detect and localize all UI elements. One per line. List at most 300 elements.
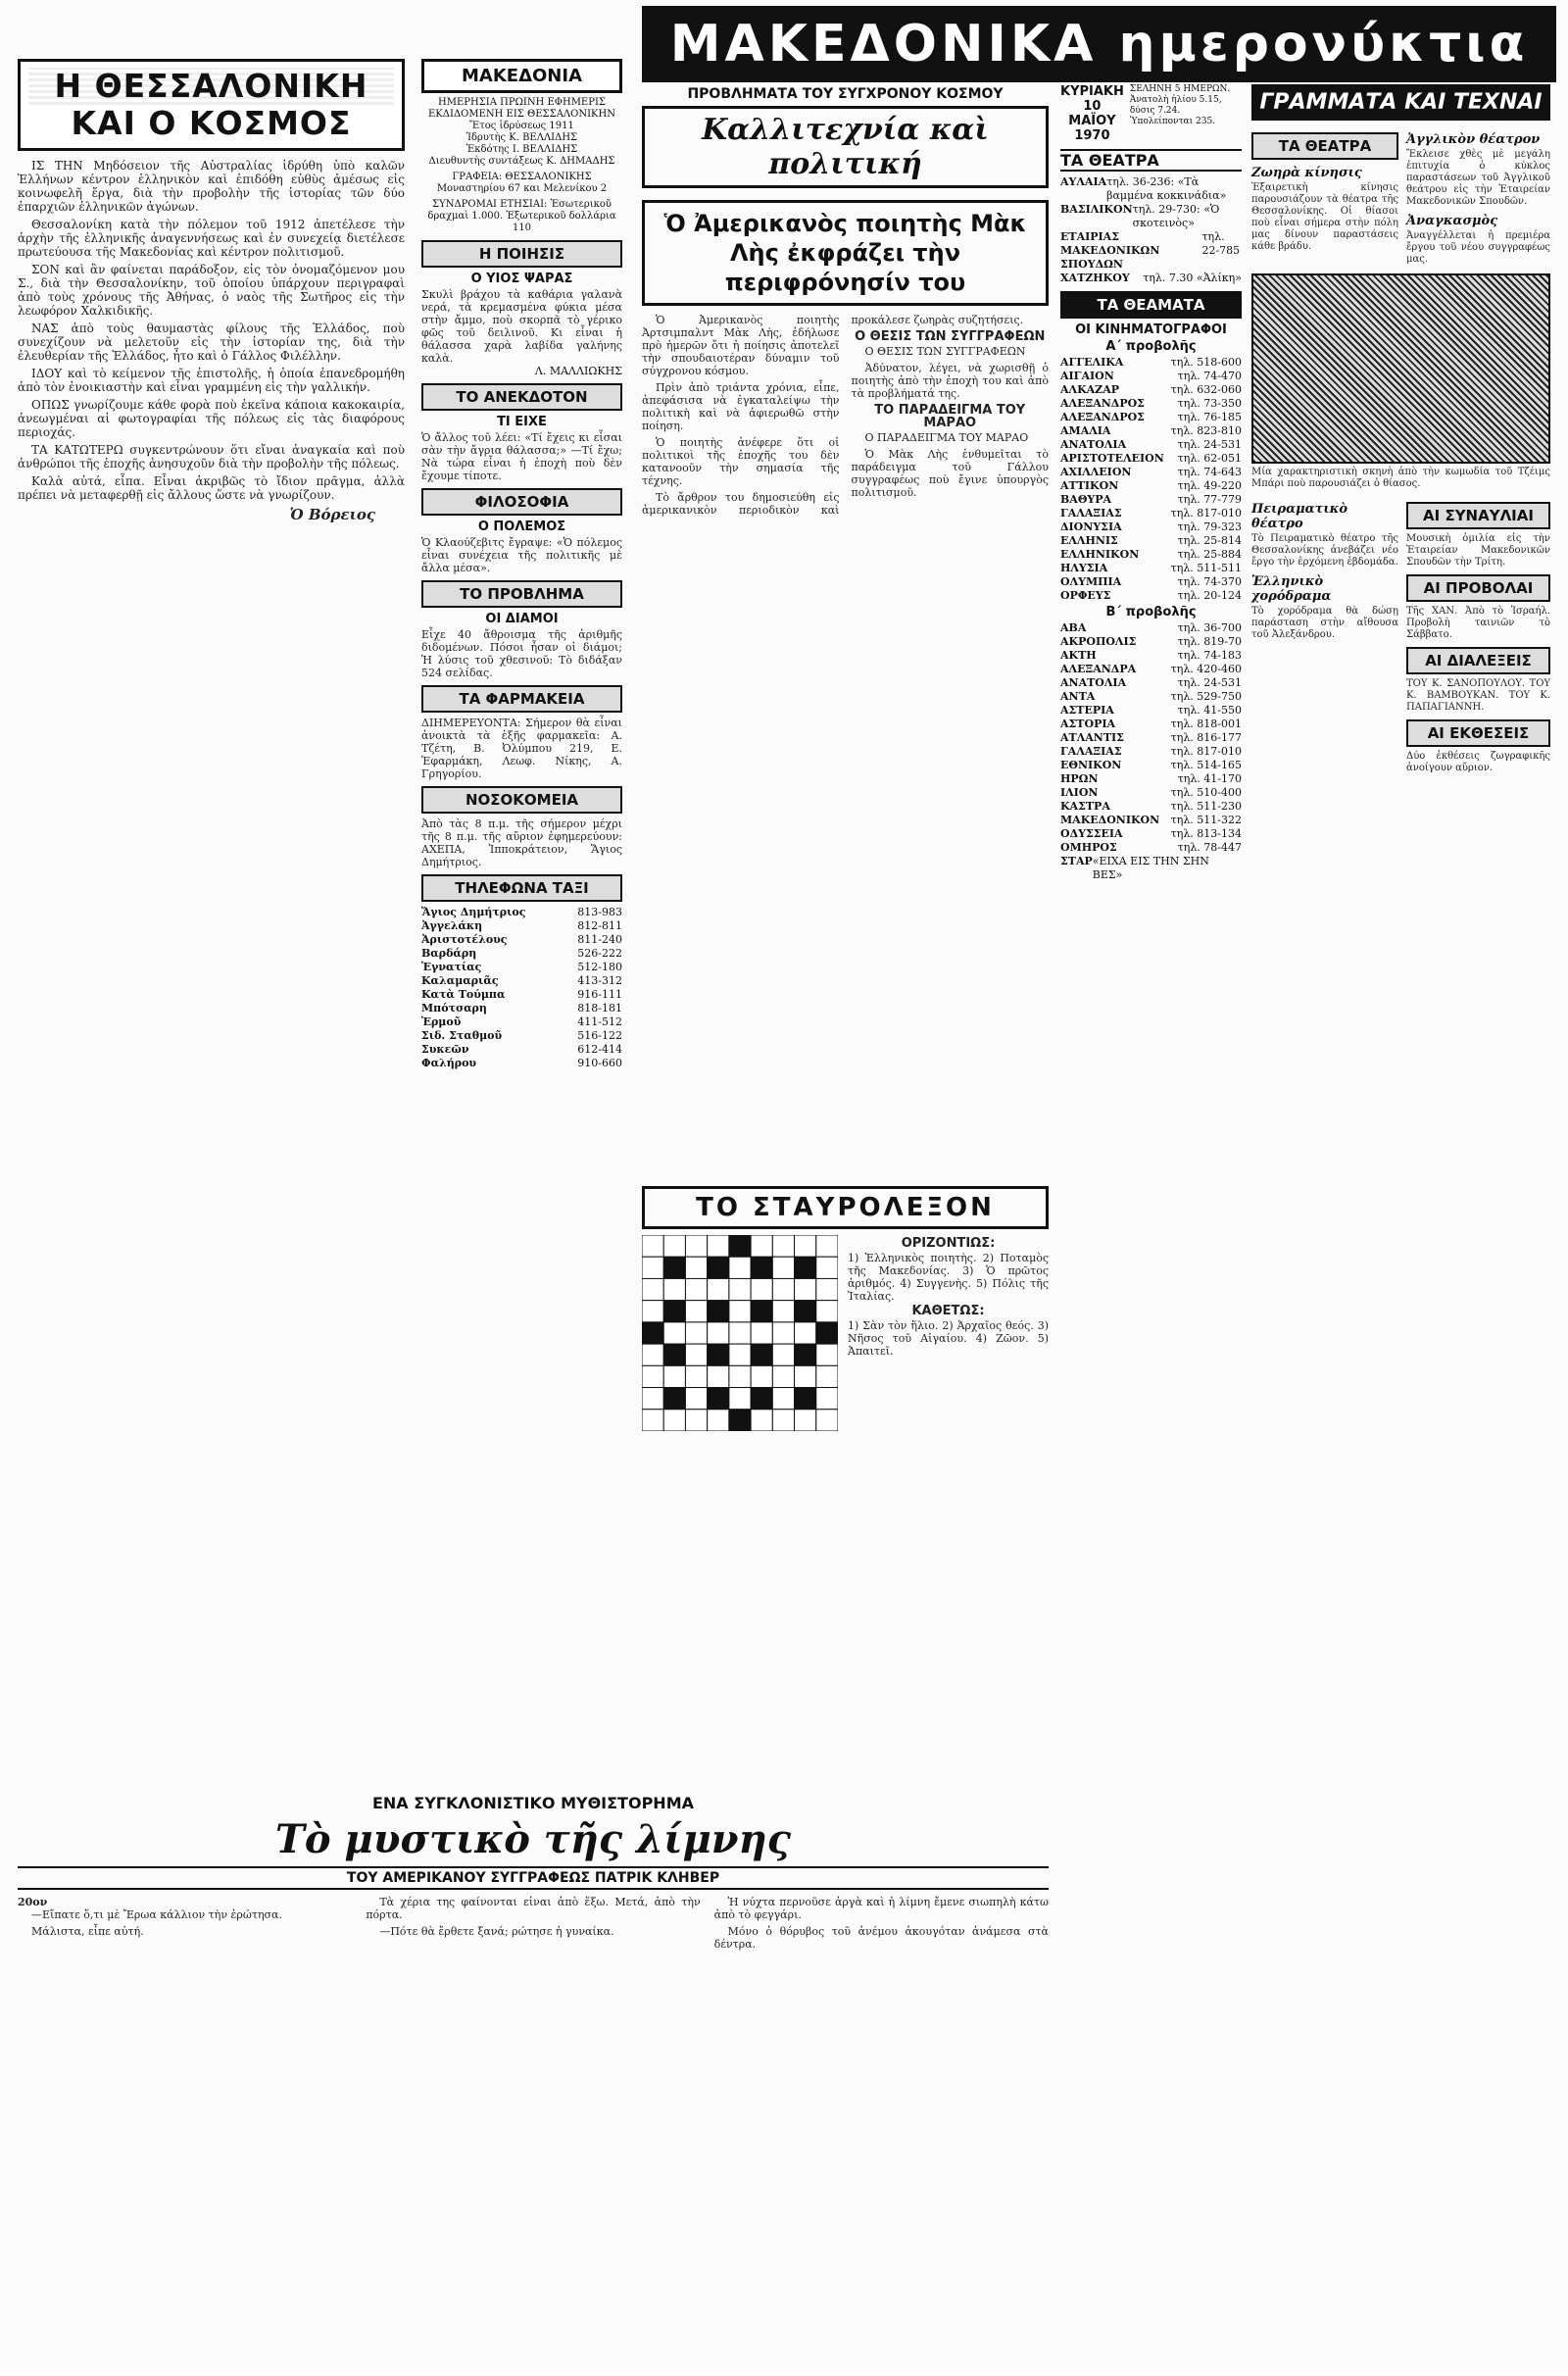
cinema-row [1060, 745, 1242, 759]
pharmacies-text: ΔΙΗΜΕΡΕΥΟΝΤΑ: Σήμερον θὰ εἶναι ἀνοικτὰ τὰ ἑξῆς φαρμακεῖα: Α. Τζέτη, Β. Ὀλύμπου 219, Ε. Ἐφαρμάκη, Λεωφ. Νίκης, Α. Γρηγορίου. [421, 717, 622, 780]
taxi-row [421, 1043, 622, 1057]
hospitals-text: Ἀπὸ τὰς 8 π.μ. τῆς σήμερον μέχρι τῆς 8 π.μ. τῆς αὔριον ἐφημερεύουν: ΑΧΕΠΑ, Ἱπποκράτειον, Ἅγιος Δημήτριος. [421, 817, 622, 868]
crossword-cell [685, 1322, 707, 1344]
crossword-grid[interactable] [642, 1235, 838, 1431]
article-paragraph: Καλὰ αὐτά, εἶπα. Εἶναι ἀκριβῶς τὸ ἴδιον πρᾶγμα, ἀλλὰ πρέπει νὰ μεταφερθῇ εἰς ἄλλους ὥστε νὰ γνωρίζουν. [18, 474, 405, 502]
crossword-cell [708, 1365, 729, 1387]
cinema-row [1060, 676, 1242, 690]
crossword-black-cell [642, 1322, 663, 1344]
poem-subtitle: Ο ΥΙΟΣ ΨΑΡΑΣ [470, 272, 573, 286]
cinema-row-detail: τηλ. 24-531 [1177, 676, 1242, 689]
crossword-black-cell [663, 1344, 685, 1365]
crossword-black-cell [795, 1344, 816, 1365]
cinema-row-name: ΓΑΛΑΞΙΑΣ [1060, 507, 1122, 520]
cinema-row-name: ΑΛΕΞΑΝΔΡΟΣ [1060, 397, 1145, 410]
cinema-row [1060, 424, 1242, 438]
crossword-cell [685, 1410, 707, 1431]
taxi-row-detail: 916-111 [577, 988, 622, 1001]
article-paragraph: Ὁ ποιητὴς ἀνέφερε ὅτι οἱ πολιτικοὶ τῆς ἐποχῆς του δὲν κατανοοῦν τὴν σημασία τῆς τέχνης. [642, 436, 840, 487]
arts-item-text: Τὸ Πειραματικὸ θέατρο τῆς Θεσσαλονίκης ἀνεβάζει νέο ἔργο τὴν ἐρχόμενη ἑβδομάδα. [1251, 533, 1398, 568]
crossword-clues [848, 1235, 1049, 1431]
cinema-row-detail: τηλ. 73-350 [1177, 397, 1242, 410]
offices: ΓΡΑΦΕΙΑ: ΘΕΣΣΑΛΟΝΙΚΗΣ Μοναστηρίου 67 και Μελενίκου 2 [436, 172, 608, 194]
theatre-row-name: ΧΑΤΖΗΚΟΥ [1060, 272, 1130, 284]
cinema-row-name: ΑΚΡΟΠΟΛΙΣ [1060, 635, 1137, 648]
crossword-cell [685, 1235, 707, 1257]
arts-item-title: Ἀγγλικὸν θέατρον [1406, 132, 1541, 147]
cinema-list-second-run [1060, 621, 1242, 882]
arts-item-title: Ἀναγκασμὸς [1406, 214, 1498, 228]
novel-kicker: ΕΝΑ ΣΥΓΚΛΟΝΙΣΤΙΚΟ ΜΥΘΙΣΤΟΡΗΜΑ [371, 1794, 694, 1812]
taxi-row [421, 906, 622, 919]
article-paragraph: Ο ΠΑΡΑΔΕΙΓΜΑ ΤΟΥ ΜΑΡΑΟ [864, 431, 1029, 444]
cinema-row [1060, 589, 1242, 603]
crossword-black-cell [816, 1322, 838, 1344]
novel-paragraph: Μάλιστα, εἶπε αὐτή. [31, 1925, 144, 1938]
crossword-cell [642, 1365, 663, 1387]
cinema-row-detail: τηλ. 510-400 [1170, 786, 1242, 799]
novel-paragraph: Τὰ χέρια της φαίνονται εἶναι ἀπὸ ἕξω. Μετά, ἀπὸ τὴν πόρτα. [366, 1896, 701, 1921]
crossword-cell [772, 1301, 794, 1322]
director: Διευθυντὴς συντάξεως Κ. ΔΗΜΑΔΗΣ [428, 156, 615, 167]
cinema-row [1060, 507, 1242, 520]
crossword-cell [729, 1322, 751, 1344]
cinema-row-detail: «ΕΙΧΑ ΕΙΣ ΤΗΝ ΣΗΝ ΒΕΣ» [1092, 855, 1209, 881]
lectures-text: ΤΟΥ Κ. ΣΑΝΟΠΟΥΛΟΥ. ΤΟΥ Κ. ΒΑΜΒΟΥΚΑΝ. ΤΟΥ Κ. ΠΑΠΑΓΙΑΝΝΗ. [1406, 678, 1550, 713]
crossword-cell [795, 1410, 816, 1431]
crossword-cell [772, 1278, 794, 1300]
crossword-cell [729, 1388, 751, 1410]
cinema-row [1060, 548, 1242, 562]
cinema-row-name: ΑΛΚΑΖΑΡ [1060, 383, 1120, 396]
crossword-cell [751, 1278, 772, 1300]
cinema-row-detail: τηλ. 817-010 [1170, 507, 1242, 520]
arts-lower-right [1406, 496, 1550, 774]
cinema-row-detail: τηλ. 420-460 [1170, 663, 1242, 675]
arts-lower-left [1251, 496, 1398, 774]
taxi-row [421, 988, 622, 1002]
publisher: Ἐκδότης Ι. ΒΕΛΛΙΔΗΣ [466, 144, 578, 155]
problem-box-title: ΤΟ ΠΡΟΒΛΗΜΑ [421, 580, 622, 608]
cinema-row [1060, 649, 1242, 663]
arts-item-text: Τὸ χορόδραμα θὰ δώσῃ παράσταση στὴν αἴθουσα τοῦ Ἀλεξάνδρου. [1251, 606, 1398, 640]
article-subheading: ΤΟ ΠΑΡΑΔΕΙΓΜΑ ΤΟΥ ΜΑΡΑΟ [874, 403, 1026, 430]
article-paragraph: Ο ΘΕΣΙΣ ΤΩΝ ΣΥΓΓΡΑΦΕΩΝ [864, 345, 1026, 358]
taxi-row-detail: 411-512 [577, 1015, 622, 1028]
crossword-cell [816, 1365, 838, 1387]
crossword-black-cell [751, 1344, 772, 1365]
thessaloniki-header [18, 59, 405, 151]
tagline: ΗΜΕΡΗΣΙΑ ΠΡΩΙΝΗ ΕΦΗΜΕΡΙΣ ΕΚΔΙΔΟΜΕΝΗ ΕΙΣ ΘΕΣΣΑΛΟΝΙΚΗΝ [428, 97, 615, 120]
crossword-cell [772, 1388, 794, 1410]
taxi-row-detail: 812-811 [577, 919, 622, 932]
crossword-cell [772, 1257, 794, 1278]
crossword-cell [708, 1278, 729, 1300]
cinema-row-name: ΟΡΦΕΥΣ [1060, 589, 1111, 602]
novel-title-box [18, 1816, 1049, 1862]
article-paragraph: Πρὶν ἀπὸ τριάντα χρόνια, εἶπε, ἀπεφάσισα νὰ ἐγκαταλείψω τὴν πολιτικὴ καὶ νὰ ἀφιερωθῶ στὴν ποίηση. [642, 381, 840, 432]
article-paragraph: ΟΠΩΣ γνωρίζουμε κάθε φορὰ ποὺ ἐκεῖνα κάποια κακοκαιρία, ἀνεωγμέναι αἱ φωτογραφίαι τῆς πόλεως εἰς τὰς διαφόρους περιοχάς. [18, 398, 405, 439]
masthead-details [421, 97, 622, 234]
crossword-cell [751, 1365, 772, 1387]
article-paragraph: Ἀδύνατον, λέγει, νὰ χωρισθῇ ὁ ποιητὴς ἀπὸ τὴν ἐποχὴ του καὶ ἀπὸ τὰ προβλήματά της. [851, 362, 1049, 400]
cinema-row-detail: τηλ. 74-470 [1177, 370, 1242, 382]
taxi-row [421, 1057, 622, 1070]
crossword-cell [816, 1301, 838, 1322]
issue-date [1060, 84, 1124, 143]
crossword-cell [708, 1235, 729, 1257]
founder: Ἱδρυτὴς Κ. ΒΕΛΛΙΔΗΣ [466, 132, 578, 143]
cinema-row-detail: τηλ. 78-447 [1177, 841, 1242, 854]
taxi-row-name: Σιδ. Σταθμοῦ [421, 1029, 503, 1042]
cinema-row [1060, 759, 1242, 772]
crossword-cell [795, 1365, 816, 1387]
theatre-row-name: ΒΑΣΙΛΙΚΟΝ [1060, 203, 1133, 216]
cinema-row-detail: τηλ. 813-134 [1170, 827, 1242, 840]
series-kicker: ΠΡΟΒΛΗΜΑΤΑ ΤΟΥ ΣΥΓΧΡΟΝΟΥ ΚΟΣΜΟΥ [687, 86, 1004, 102]
crossword-cell [685, 1388, 707, 1410]
thessaloniki-subtitle: ΚΑΙ Ο ΚΟΣΜΟΣ [71, 104, 352, 142]
crossword-cell [729, 1278, 751, 1300]
cinema-row-detail: τηλ. 514-165 [1170, 759, 1242, 771]
cinema-row [1060, 411, 1242, 424]
crossword-cell [642, 1344, 663, 1365]
taxi-row-name: Συκεῶν [421, 1043, 469, 1056]
crossword-cell [708, 1322, 729, 1344]
novel-author-line: ΤΟΥ ΑΜΕΡΙΚΑΝΟΥ ΣΥΓΓΡΑΦΕΩΣ ΠΑΤΡΙΚ ΚΛΗΒΕΡ [18, 1866, 1049, 1890]
crossword-cell [729, 1301, 751, 1322]
meetings-heading: ΑΙ ΣΥΝΑΥΛΙΑΙ [1406, 502, 1550, 529]
crossword-cell [685, 1344, 707, 1365]
shows-heading: ΤΑ ΘΕΑΜΑΤΑ [1060, 291, 1242, 319]
novel-title: Τὸ μυστικὸ τῆς λίμνης [275, 1816, 791, 1862]
taxi-row-name: Ἀγγελάκη [421, 919, 483, 932]
cinema-row-name: ΑΛΕΞΑΝΔΡΑ [1060, 663, 1137, 675]
crossword-black-cell [708, 1388, 729, 1410]
hospitals-box-title: ΝΟΣΟΚΟΜΕΙΑ [421, 786, 622, 814]
cinemas-heading: ΟΙ ΚΙΝΗΜΑΤΟΓΡΑΦΟΙ [1075, 322, 1227, 337]
novel-paragraph: Μόνο ὁ θόρυβος τοῦ ἀνέμου ἀκουγόταν ἀνάμεσα στὰ δέντρα. [713, 1925, 1049, 1951]
taxi-row-name: Ἑρμοῦ [421, 1015, 462, 1028]
cinema-row-detail: τηλ. 74-183 [1177, 649, 1242, 662]
lectures-heading: ΑΙ ΔΙΑΛΕΞΕΙΣ [1406, 647, 1550, 674]
cinema-row [1060, 466, 1242, 479]
crossword-cell [816, 1278, 838, 1300]
taxi-row-detail: 612-414 [577, 1043, 622, 1056]
taxi-row-name: Φαλήρου [421, 1057, 477, 1069]
taxi-row [421, 919, 622, 933]
crossword-cell [772, 1235, 794, 1257]
crossword-black-cell [795, 1388, 816, 1410]
arts-item-text: Ἔκλεισε χθὲς μὲ μεγάλη ἐπιτυχία ὁ κύκλος παραστάσεων τοῦ Ἀγγλικοῦ θεάτρου εἰς τὴν Ἑταιρείαν Μακεδονικῶν Σπουδῶν. [1406, 149, 1550, 207]
poem-box-title: Η ΠΟΙΗΣΙΣ [421, 240, 622, 268]
taxi-row-name: Μπότσαρη [421, 1002, 487, 1015]
crossword-black-cell [751, 1301, 772, 1322]
crossword-black-cell [708, 1257, 729, 1278]
taxi-row-detail: 516-122 [577, 1029, 622, 1042]
theatre-row-detail: τηλ. 7.30 «Ἀλίκη» [1143, 272, 1242, 284]
crossword-cell [642, 1388, 663, 1410]
cinema-list-first-run [1060, 356, 1242, 603]
meetings-text: Μουσικὴ ὁμιλία εἰς τὴν Ἑταιρείαν Μακεδονικῶν Σπουδῶν τὴν Τρίτη. [1406, 533, 1550, 568]
theatre-row [1060, 230, 1242, 272]
weekday: ΚΥΡΙΑΚΗ [1060, 84, 1124, 99]
arts-banner: ΓΡΑΜΜΑΤΑ ΚΑΙ ΤΕΧΝΑΙ [1251, 84, 1550, 121]
cinema-row-name: ΑΙΓΑΙΟΝ [1060, 370, 1114, 382]
cinema-row-detail: τηλ. 62-051 [1177, 452, 1242, 465]
cinema-row [1060, 663, 1242, 676]
headline-article [642, 314, 1049, 1176]
cinema-row-name: ΜΑΚΕΔΟΝΙΚΟΝ [1060, 814, 1160, 826]
problem-text: Εἶχε 40 ἄθροισμα τῆς ἀριθμῆς διδομένων. Πόσοι ἦσαν οἱ διάμοι; Ἡ λύσις τοῦ χθεσινοῦ: Τὸ διδάξαν 524 σελίδας. [421, 628, 622, 679]
theatre-list [1060, 175, 1242, 285]
masthead-info-column [421, 59, 622, 1070]
cinema-row [1060, 383, 1242, 397]
cinema-row-name: ΗΛΥΣΙΑ [1060, 562, 1108, 574]
cinema-row [1060, 370, 1242, 383]
photo-caption: Μία χαρακτηριστικὴ σκηνὴ ἀπὸ τὴν κωμωδία τοῦ Τζέιμς Μπάρι ποὺ παρουσιάζει ὁ θίασος. [1251, 467, 1550, 489]
arts-right [1406, 126, 1550, 266]
theatre-row-name: ΑΥΛΑΙΑ [1060, 175, 1107, 188]
theatre-row-detail: τηλ. 36-236: «Τὰ βαμμένα κοκκινάδια» [1106, 175, 1227, 202]
cinema-row-name: ΑΣΤΕΡΙΑ [1060, 704, 1114, 717]
theatre-row-name: ΕΤΑΙΡΙΑΣ ΜΑΚΕΔΟΝΙΚΩΝ ΣΠΟΥΔΩΝ [1060, 230, 1160, 271]
cinema-row [1060, 397, 1242, 411]
down-clues: 1) Σὰν τὸν ἥλιο. 2) Ἀρχαῖος θεός. 3) Νῆσος τοῦ Αἰγαίου. 4) Ζῶον. 5) Ἀπαιτεῖ. [848, 1319, 1049, 1358]
novel-serial [18, 1794, 1049, 2376]
cinema-row [1060, 438, 1242, 452]
taxi-row-detail: 818-181 [577, 1002, 622, 1015]
cinema-row [1060, 493, 1242, 507]
crossword-cell [685, 1301, 707, 1322]
arts-column [1251, 84, 1550, 774]
cinema-row-name: ΕΛΛΗΝΙΚΟΝ [1060, 548, 1140, 561]
exhibitions-heading: ΑΙ ΕΚΘΕΣΕΙΣ [1406, 719, 1550, 747]
cinema-row [1060, 621, 1242, 635]
cinema-row-name: ΑΧΙΛΛΕΙΟΝ [1060, 466, 1132, 478]
month-year: ΜΑΪΟΥ 1970 [1068, 114, 1116, 143]
taxi-row [421, 947, 622, 961]
left-column [18, 59, 405, 1835]
article-paragraph: ΤΑ ΚΑΤΩΤΕΡΩ συγκεντρώνουν ὅτι εἴναι ἀναγκαία καὶ ποὺ ἀνθρώποι τῆς ἐποχῆς ἀνησυχοῦν διὰ τὴν προβολὴν τῆς πόλεως. [18, 443, 405, 470]
taxi-row-name: Βαρδάρη [421, 947, 477, 960]
poem-author: Λ. ΜΑΛΛΙΩΚΗΣ [534, 365, 622, 377]
crossword-cell [816, 1344, 838, 1365]
taxi-row-name: Ἐγνατίας [421, 961, 482, 973]
cinema-row-name: ΕΘΝΙΚΟΝ [1060, 759, 1122, 771]
arts-theatre-heading: ΤΑ ΘΕΑΤΡΑ [1251, 132, 1398, 160]
series-title-box [642, 106, 1049, 188]
cinema-row-name: ΓΑΛΑΞΙΑΣ [1060, 745, 1122, 758]
crossword-cell [816, 1257, 838, 1278]
cinema-row-name: ΑΤΛΑΝΤΙΣ [1060, 731, 1124, 744]
article-paragraph: ΙΔΟΥ καὶ τὸ κείμενον τῆς ἐπιστολῆς, ἡ ὁποία ἐπανεδρομήθη ἀπὸ τὸν ἐνοικιαστὴν καὶ εἶναι γραμμένη εἰς τὴν γαλλικήν. [18, 367, 405, 394]
arts-item-title: Ζωηρὰ κίνησις [1251, 166, 1362, 180]
article-paragraph: Τὸ ἄρθρον του δημοσιεύθη εἰς ἀμερικανικὸν περιοδικὸν καὶ προκάλεσε ζωηρὰς συζητήσεις. [642, 314, 1024, 517]
headline: Ὁ Ἀμερικανὸς ποιητὴς Μὰκ Λὴς ἐκφράζει τὴν περιφρόνησίν του [663, 210, 1027, 296]
taxi-row-detail: 413-312 [577, 974, 622, 987]
philosophy-box-title: ΦΙΛΟΣΟΦΙΑ [421, 488, 622, 516]
crossword-cell [729, 1344, 751, 1365]
crossword-cell [642, 1410, 663, 1431]
crossword-cell [816, 1235, 838, 1257]
headline-box [642, 200, 1049, 306]
cinema-row-detail: τηλ. 816-177 [1170, 731, 1242, 744]
anecdote-subtitle: ΤΙ ΕΙΧΕ [497, 415, 547, 429]
crossword-cell [729, 1365, 751, 1387]
crossword-black-cell [751, 1388, 772, 1410]
novel-installment: 20ον [18, 1896, 48, 1908]
cinema-row-name: ΑΚΤΗ [1060, 649, 1097, 662]
article-subheading: Ο ΘΕΣΙΣ ΤΩΝ ΣΥΓΓΡΑΦΕΩΝ [855, 329, 1046, 344]
taxi-row-detail: 512-180 [577, 961, 622, 973]
cinema-row-detail: τηλ. 77-779 [1177, 493, 1242, 506]
screenings-heading: ΑΙ ΠΡΟΒΟΛΑΙ [1406, 574, 1550, 602]
first-run-heading: Α΄ προβολῆς [1105, 339, 1197, 354]
crossword-cell [685, 1257, 707, 1278]
crossword-cell [751, 1322, 772, 1344]
theatre-row-detail: τηλ. 29-730: «Ὁ σκοτεινὸς» [1132, 203, 1220, 229]
arts-item-text: Ἀναγγέλλεται ἡ πρεμιέρα ἔργου τοῦ νέου συγγραφέως μας. [1406, 230, 1550, 265]
crossword-cell [642, 1301, 663, 1322]
masthead-banner [642, 6, 1556, 82]
cinema-row-name: ΑΝΑΤΟΛΙΑ [1060, 438, 1127, 451]
cinema-row-name: ΕΛΛΗΝΙΣ [1060, 534, 1118, 547]
cinema-row-name: ΟΛΥΜΠΙΑ [1060, 575, 1122, 588]
cinema-row-detail: τηλ. 41-550 [1177, 704, 1242, 717]
arts-item-title: Ἑλληνικὸ χορόδραμα [1251, 574, 1332, 604]
across-clues: 1) Ἑλληνικὸς ποιητὴς. 2) Ποταμὸς τῆς Μακεδονίας. 3) Ὁ πρῶτος ἀριθμός. 4) Συγγενὴς. 5) Πόλις τῆς Ἰταλίας. [848, 1252, 1049, 1303]
taxi-row [421, 933, 622, 947]
crossword-cell [663, 1278, 685, 1300]
cinema-row-detail: τηλ. 823-810 [1170, 424, 1242, 437]
article-paragraph: ΝΑΣ ἀπὸ τοὺς θαυμαστὰς φίλους τῆς Ἑλλάδος, ποὺ συνεχίζουν νὰ μελετοῦν εἰς τὴν ἱστορίαν της, διὰ τὴν ἐλευθερίαν τῆς Ἑλλάδος, ἦτο καὶ ὁ Γάλλος Φιλέλλην. [18, 322, 405, 363]
cinema-row-detail: τηλ. 25-884 [1177, 548, 1242, 561]
crossword-cell [642, 1257, 663, 1278]
cinema-row-detail: τηλ. 529-750 [1170, 690, 1242, 703]
cinema-row-name: ΑΝΑΤΟΛΙΑ [1060, 676, 1127, 689]
crossword-cell [772, 1322, 794, 1344]
article-paragraph: ΙΣ ΤΗΝ Μηδόσειον τῆς Αὐστραλίας ἱδρύθη ὑπὸ καλῶν Ἑλλήνων κέντρον ἑλληνικὸν καὶ ἐπιδόθη εὐθὺς ἀμέσως εἰς κοινωφελῆ ἔργα, διὰ τὴν προβολὴν τῆς ἱστορίας τῶν δύο ἐπαρχιῶν ἑλληνικῶν ἀγώνων. [18, 159, 405, 214]
cinema-row [1060, 534, 1242, 548]
arts-item-text: Ἐξαιρετικὴ κίνησις παρουσιάζουν τὰ θέατρα τῆς Θεσσαλονίκης. Οἱ θίασοι ποὺ εἶναι σήμερα στὴν πόλη μας δίνουν παραστάσεις κάθε βράδυ. [1251, 182, 1398, 252]
subscriptions: ΣΥΝΔΡΟΜΑΙ ΕΤΗΣΙΑΙ: Ἐσωτερικοῦ δραχμαὶ 1.000. Ἐξωτερικοῦ δολλάρια 110 [427, 199, 616, 233]
thessaloniki-article [18, 159, 405, 1835]
cinema-row-name: ΙΛΙΟΝ [1060, 786, 1099, 799]
cinema-row [1060, 772, 1242, 786]
taxi-row [421, 1015, 622, 1029]
theatres-heading: ΤΑ ΘΕΑΤΡΑ [1060, 149, 1242, 172]
crossword-cell [685, 1365, 707, 1387]
crossword-cell [772, 1344, 794, 1365]
cinema-row-detail: τηλ. 818-001 [1170, 718, 1242, 730]
taxi-row-name: Κατὰ Τούμπα [421, 988, 506, 1001]
crossword-cell [816, 1410, 838, 1431]
cinema-row-detail: τηλ. 511-322 [1170, 814, 1242, 826]
arts-content [1251, 126, 1550, 266]
second-run-heading: Β΄ προβολῆς [1105, 605, 1197, 619]
crossword-black-cell [663, 1301, 685, 1322]
cinema-row [1060, 841, 1242, 855]
taxi-row-name: Ἅγιος Δημήτριος [421, 906, 526, 918]
cinema-row-name: ΟΔΥΣΣΕΙΑ [1060, 827, 1123, 840]
cinema-row-name: ΑΤΤΙΚΟΝ [1060, 479, 1119, 492]
cinema-row-name: ΔΙΟΝΥΣΙΑ [1060, 520, 1122, 533]
poem-text: Σκυλὶ βράχου τὰ καθάρια γαλανὰ νερά, τὰ κρεμασμένα φύκια μέσα στὴν ἄμμο, ποὺ σκορπᾶ τὸ γέρικο φῶς τοῦ δειλινοῦ. Κι εἶναι ἡ θάλασσα χαρὰ λαβίδα γαλήνης καλὰ. [421, 288, 622, 365]
crossword-black-cell [751, 1257, 772, 1278]
crossword-cell [795, 1322, 816, 1344]
series-title: Καλλιτεχνία καὶ πολιτική [702, 113, 989, 181]
cinema-row-detail: τηλ. 74-370 [1177, 575, 1242, 588]
founded-year: Ἔτος ἱδρύσεως 1911 [469, 121, 574, 131]
anecdote-box-title: ΤΟ ΑΝΕΚΔΟΤΟΝ [421, 383, 622, 411]
cinema-row [1060, 718, 1242, 731]
taxi-row-detail: 910-660 [577, 1057, 622, 1069]
cinema-row-detail: τηλ. 74-643 [1177, 466, 1242, 478]
novel-text [18, 1896, 1049, 2376]
cinema-row-name: ΑΡΙΣΤΟΤΕΛΕΙΟΝ [1060, 452, 1164, 465]
crossword-cell [816, 1388, 838, 1410]
cinema-row-name: ΑΒΑ [1060, 621, 1087, 634]
listings-column [1060, 84, 1242, 882]
cinema-row-name: ΑΓΓΕΛΙΚΑ [1060, 356, 1124, 369]
crossword-cell [685, 1278, 707, 1300]
almanac: ΣΕΛΗΝΗ 5 ΗΜΕΡΩΝ. Ἀνατολὴ ἡλίου 5.15, δύσις 7.24. Ὑπολείπονται 235. [1129, 84, 1231, 126]
taxi-box-title: ΤΗΛΕΦΩΝΑ ΤΑΞΙ [421, 874, 622, 902]
crossword-cell [751, 1235, 772, 1257]
arts-lower [1251, 496, 1550, 774]
author-signature: Ὁ Βόρειος [289, 506, 375, 523]
taxi-row [421, 961, 622, 974]
cinema-row [1060, 731, 1242, 745]
crossword-black-cell [708, 1301, 729, 1322]
cinema-row [1060, 356, 1242, 370]
crossword-title: ΤΟ ΣΤΑΥΡΟΛΕΞΟΝ [696, 1193, 995, 1222]
taxi-row-detail: 526-222 [577, 947, 622, 960]
cinema-row [1060, 855, 1242, 882]
cinema-row-name: ΑΣΤΟΡΙΑ [1060, 718, 1116, 730]
cinema-row [1060, 814, 1242, 827]
crossword-black-cell [663, 1257, 685, 1278]
crossword-black-cell [708, 1344, 729, 1365]
cinema-row-detail: τηλ. 511-511 [1170, 562, 1242, 574]
cinema-row [1060, 479, 1242, 493]
across-title: ΟΡΙΖΟΝΤΙΩΣ: [901, 1236, 996, 1251]
theatre-scene-photo [1251, 273, 1550, 464]
taxi-row [421, 974, 622, 988]
cinema-row-detail: τηλ. 79-323 [1177, 520, 1242, 533]
masthead-title: ΜΑΚΕΔΟΝΙΚΑ ημερονύκτια [669, 15, 1529, 74]
cinema-row [1060, 827, 1242, 841]
main-article-column [642, 84, 1049, 1431]
cinema-row-name: ΚΑΣΤΡΑ [1060, 800, 1110, 813]
cinema-row [1060, 786, 1242, 800]
article-paragraph: ΣΟΝ καὶ ἂν φαίνεται παράδοξον, εἰς τὸν ὀνομαζόμενον μου Σ., διὰ τὴν Θεσσαλονίκην, τοῦ ὁποίου ὑπάρχουν περιγραφαὶ ἀπὸ τοὺς χρόνους τῆς Ἀθήνας, ὁ ναὸς τῆς Σωτῆρος εἰς τὴν λεωφόρον Χαλκιδικῆς. [18, 263, 405, 318]
theatre-row-detail: τηλ. 22-785 [1201, 230, 1241, 257]
article-paragraph: Θεσσαλονίκη κατὰ τὴν πόλεμον τοῦ 1912 ἀπετέλεσε τὴν ἀρχὴν τῆς ἑλληνικῆς ἀναγεννήσεως καὶ ἐν συνεχείᾳ διετέλεσε πρωτεύουσα τῆς Μακεδονίας καὶ κέντρον πολιτισμοῦ. [18, 218, 405, 259]
cinema-row-name: ΑΛΕΞΑΝΔΡΟΣ [1060, 411, 1145, 423]
cinema-row-detail: τηλ. 49-220 [1177, 479, 1242, 492]
cinema-row-detail: τηλ. 518-600 [1170, 356, 1242, 369]
makedonia-logo: ΜΑΚΕΔΟΝΙΑ [461, 66, 582, 86]
novel-paragraph: —Πότε θὰ ἔρθετε ξανά; ρώτησε ἡ γυναίκα. [379, 1925, 614, 1938]
crossword-cell [772, 1410, 794, 1431]
cinema-row-name: ΗΡΩΝ [1060, 772, 1099, 785]
cinema-row-detail: τηλ. 819-70 [1177, 635, 1242, 648]
cinema-row-name: ΑΝΤΑ [1060, 690, 1096, 703]
cinema-row [1060, 520, 1242, 534]
cinema-row [1060, 575, 1242, 589]
